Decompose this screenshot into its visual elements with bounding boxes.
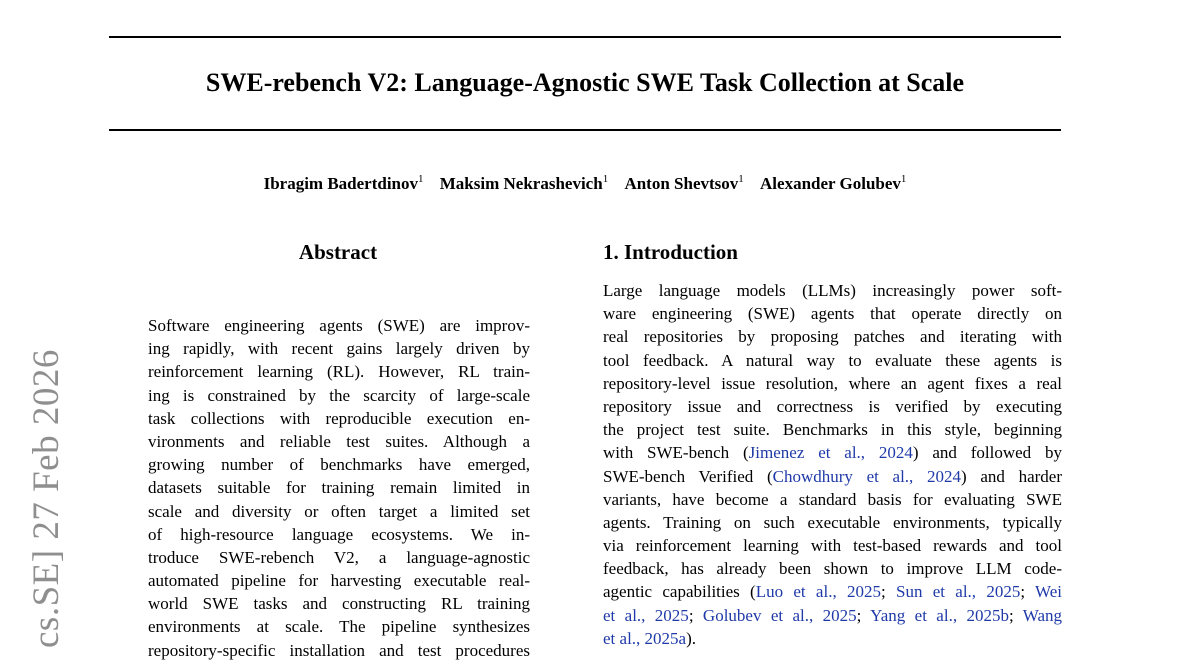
intro-text: ). [686,628,697,648]
abstract-line: ing is constrained by the scarcity of large-scale [148,385,530,405]
abstract-line: scale and diversity or often target a limited set [148,501,530,521]
citation-link[interactable]: Luo et al., 2025 [755,582,881,602]
citation-link[interactable]: et al., 2025 [603,605,689,625]
title-rule-bottom [109,129,1061,131]
author [440,174,608,193]
intro-line [603,441,1062,464]
intro-text: with SWE-bench ( [603,443,749,463]
author-name: Alexander Golubev [760,174,901,193]
intro-line: tool feedback. A natural way to evaluate these agents is [603,350,1062,370]
title-rule-top [109,36,1061,38]
intro-line: variants, have become a standard basis for evaluating SWE [603,489,1062,509]
abstract-heading: Abstract [298,240,378,264]
intro-text: SWE-bench Verified ( [603,466,773,486]
abstract-line: reinforcement learning (RL). However, RL train- [148,362,530,382]
author-affiliation: 1 [900,173,907,185]
intro-line: real repositories by proposing patches and iterating with [603,327,1062,347]
introduction-body [603,279,1062,650]
abstract-line: ing rapidly, with recent gains largely driven by [148,339,530,359]
citation-link[interactable]: Wang [1022,605,1062,625]
intro-line: the project test suite. Benchmarks in this style, beginning [603,420,1062,440]
intro-line [603,604,1062,627]
intro-line: repository issue and correctness is verified by executing [603,396,1062,416]
intro-line: feedback, has already been shown to improve LLM code- [603,559,1062,579]
abstract-line: task collections with reproducible execution en- [148,408,530,428]
introduction-heading: 1. Introduction [603,240,738,264]
citation-link[interactable]: Sun et al., 2025 [896,582,1021,602]
author-name: Maksim Nekrashevich [439,174,603,193]
intro-text: ) and harder [961,466,1062,486]
intro-text: agentic capabilities ( [603,582,756,602]
intro-text: ; [688,605,703,625]
intro-text: ) and followed by [912,443,1062,463]
intro-line [603,580,1062,603]
intro-line [603,465,1062,488]
intro-text: ; [1008,605,1023,625]
abstract-body [148,314,530,662]
paper-title: SWE-rebench V2: Language-Agnostic SWE Task Collection at Scale [205,68,965,97]
author-affiliation: 1 [738,173,744,185]
abstract-line: troduce SWE-rebench V2, a language-agnostic [148,547,530,567]
abstract-line: environments at scale. The pipeline synthesizes [148,617,530,637]
intro-text: ; [856,605,871,625]
author-affiliation: 1 [602,173,609,185]
author-name: Ibragim Badertdinov [263,174,419,193]
citation-link[interactable]: Wei [1035,582,1062,602]
abstract-line: vironments and reliable test suites. Although a [148,431,530,451]
author-affiliation: 1 [418,173,424,185]
abstract-line: Software engineering agents (SWE) are improv- [148,316,530,335]
citation-link[interactable]: et al., 2025a [603,628,687,648]
intro-line [603,627,1062,650]
abstract-line: growing number of benchmarks have emerged, [148,455,530,475]
intro-line: Large language models (LLMs) increasingly power soft- [603,281,1062,300]
author-list [0,172,1170,196]
citation-link[interactable]: Golubev et al., 2025 [702,605,857,625]
abstract-line: repository-specific installation and test procedures [148,640,530,660]
abstract-line: datasets suitable for training remain limited in [148,478,530,498]
abstract-line: automated pipeline for harvesting executable real- [148,571,530,591]
intro-text: ; [1020,582,1036,602]
arxiv-stamp: cs.SE] 27 Feb 2026 [26,349,67,648]
intro-line: via reinforcement learning with test-based rewards and tool [603,536,1062,556]
abstract-line: of high-resource language ecosystems. We in- [148,524,530,544]
author [264,174,424,193]
author [624,174,743,193]
intro-line: agents. Training on such executable environments, typically [603,512,1062,532]
citation-link[interactable]: Chowdhury et al., 2024 [772,466,961,486]
intro-line: repository-level issue resolution, where an agent fixes a real [603,373,1062,393]
citation-link[interactable]: Yang et al., 2025b [870,605,1009,625]
citation-link[interactable]: Jimenez et al., 2024 [748,443,913,463]
author [760,174,906,193]
author-name: Anton Shevtsov [624,174,739,193]
abstract-line: world SWE tasks and constructing RL training [148,594,530,614]
intro-line: ware engineering (SWE) agents that operate directly on [603,304,1062,324]
intro-text: ; [880,582,896,602]
